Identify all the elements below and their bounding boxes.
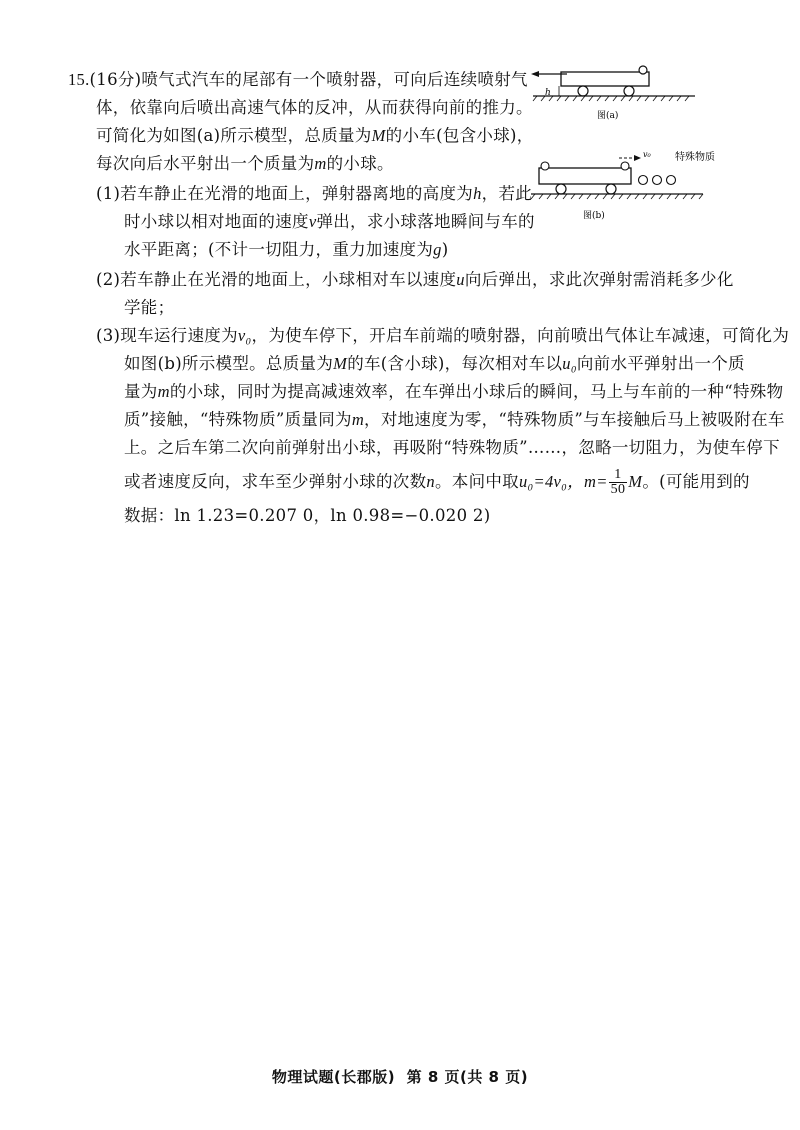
- part1-line-3: 水平距离；(不计一切阻力，重力加速度为g): [124, 240, 449, 259]
- part1-line-1: (1)若车静止在光滑的地面上，弹射器离地的高度为h，若此: [96, 184, 533, 203]
- question-intro-line-2: 体，依靠向后喷出高速气体的反冲，从而获得向前的推力。: [96, 98, 533, 117]
- footer-title: 物理试题(长郡版): [271, 1068, 396, 1086]
- question-intro-line-1: 15.(16分)喷气式汽车的尾部有一个喷射器，可向后连续喷射气: [68, 70, 528, 89]
- part2-line-1: (2)若车静止在光滑的地面上，小球相对车以速度u向后弹出，求此次弹射需消耗多少化: [96, 270, 734, 289]
- page-footer: [0, 1066, 800, 1087]
- figure-b: [525, 146, 725, 226]
- figure-b-material-label: 特殊物质: [675, 152, 715, 163]
- figure-a: [525, 62, 700, 130]
- figure-a-caption: 图(a): [597, 111, 619, 121]
- part3-line-5: 上。之后车第二次向前弹射出小球，再吸附“特殊物质”……，忽略一切阻力，为使车停下: [124, 438, 780, 457]
- part3-line-6: 或者速度反向，求车至少弹射小球的次数n。本问中取u₀=4v₀，m= $\frac{1}{50}$ M。(可能用到的: [124, 467, 750, 497]
- figure-a-h-label: h: [545, 88, 551, 98]
- part2-line-2: 学能；: [124, 298, 175, 317]
- question-number: 15.: [68, 70, 90, 89]
- part3-line-1: (3)现车运行速度为v₀，为使车停下，开启车前端的喷射器，向前喷出气体让车减速，可简化为: [96, 326, 790, 345]
- part3-line-3: 量为m的小球，同时为提高减速效率，在车弹出小球后的瞬间，马上与车前的一种“特殊物: [124, 382, 784, 401]
- footer-page-number: 第 8 页(共 8 页): [406, 1068, 529, 1086]
- question-intro-line-4: 每次向后水平射出一个质量为m的小球。: [96, 154, 394, 173]
- question-intro-line-3: 可简化为如图(a)所示模型，总质量为M的小车(包含小球)，: [96, 126, 534, 145]
- figure-b-v-label: v₀: [643, 150, 651, 159]
- part1-line-2: 时小球以相对地面的速度v弹出，求小球落地瞬间与车的: [124, 212, 535, 231]
- part3-line-2: 如图(b)所示模型。总质量为M的车(含小球)，每次相对车以u₀向前水平弹射出一个质: [124, 354, 745, 373]
- figure-b-caption: 图(b): [583, 211, 605, 221]
- fraction-one-fiftieth: $\frac{1}{50}$: [610, 467, 626, 497]
- part3-line-7: 数据：ln 1.23=0.207 0，ln 0.98=−0.020 2): [124, 506, 491, 525]
- part3-line-4: 质”接触，“特殊物质”质量同为m，对地速度为零，“特殊物质”与车接触后马上被吸附在车: [124, 410, 785, 429]
